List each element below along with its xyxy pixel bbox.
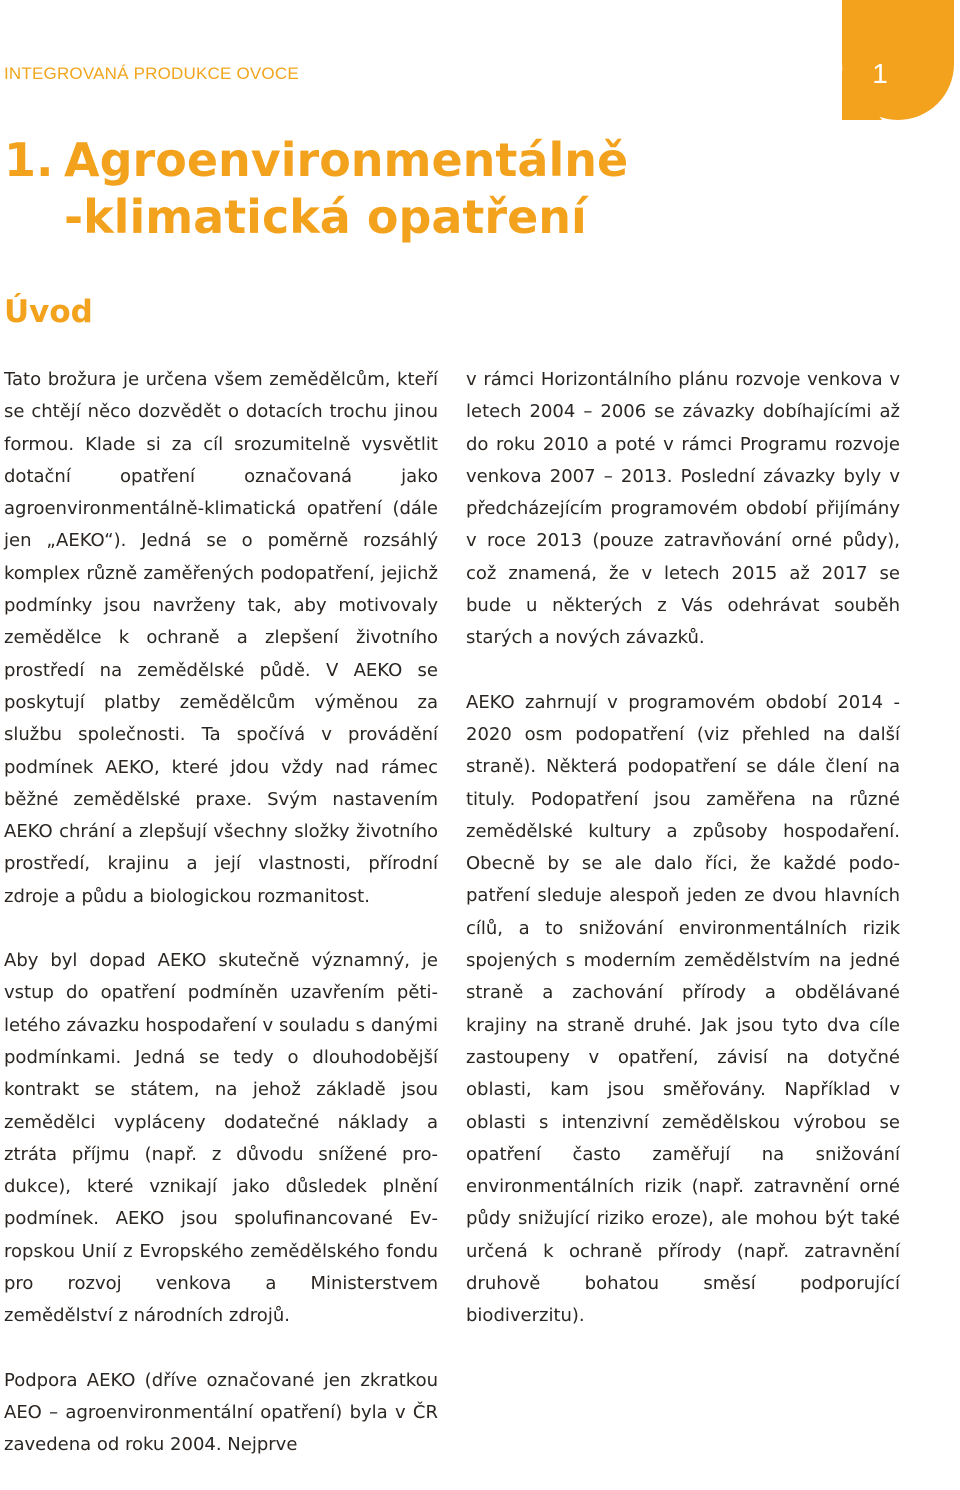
paragraph: Aby byl dopad AEKO skutečně významný, je vstup do opatření podmíněn uzavřením pětiletého závazku hospodaření v souladu s danými podmínkami. Jedná se tedy o dlouhodobější kontrakt se státem, na jehož základě jsou zemědělci vypláceny dodatečné náklady a ztráta příjmu (např. z důvodu snížené produkce), které vznikají jako důsledek plnění podmínek. AEKO jsou spolufinancované Evropskou Unií z Evropského zemědělského fondu pro rozvoj venkova a Ministerstvem zemědělství z národních zdrojů. — [4, 950, 438, 1327]
paragraph: v rámci Horizontálního plánu rozvoje venkova v letech 2004 – 2006 se závazky dobíhajícími až do roku 2010 a poté v rámci Programu rozvoje venkova 2007 – 2013. Poslední závazky byly v předcházejícím programovém období přijímány v roce 2013 (pouze zatravňování orné půdy), což znamená, že v letech 2015 až 2017 se bude u některých z Vás odehrávat souběh starých a nových závazků. — [466, 369, 900, 649]
chapter-title — [4, 132, 824, 246]
paragraph: Podpora AEKO (dříve označované jen zkratkou AEO – agroenvironmentální opatření) byla v ČR zavedena od roku 2004. Nejprve — [4, 1369, 438, 1456]
chapter-title-line2: -klimatická opatření — [64, 190, 587, 244]
chapter-tab-number: 1 — [872, 58, 888, 89]
right-column — [466, 364, 900, 1333]
chapter-number: 1. — [4, 133, 54, 187]
running-header: INTEGROVANÁ PRODUKCE OVOCE — [4, 64, 299, 83]
left-column — [4, 364, 438, 1462]
paragraph: AEKO zahrnují v programovém období 2014 - 2020 osm podopatření (viz přehled na další straně). Některá podopatření se dále člení na tituly. Podopatření jsou zaměřena na různé zemědělské kultury a způsoby hospodaření. Obecně by se ale dalo říci, že každé podopatření sleduje alespoň jeden ze dvou hlavních cílů, a to snižování environmentálních rizik spojených s moderním zemědělstvím na jedné straně a zachování přírody a obdělávané krajiny na straně druhé. Jak jsou tyto dva cíle zastoupeny v opatření, závisí na dotyčné oblasti, kam jsou směřovány. Například v oblasti s intenzivní zemědělskou výrobou se opatření často zaměřují na snižování environmentálních rizik (např. zatravnění orné půdy snižující riziko eroze), ale mohou být také určená k ochraně přírody (např. zatravnění druhově bohatou směsí podporující biodiverzitu). — [466, 691, 900, 1327]
chapter-title-line1: Agroenvironmentálně — [64, 133, 629, 187]
section-heading: Úvod — [4, 294, 93, 330]
paragraph: Tato brožura je určena všem zemědělcům, kteří se chtějí něco dozvědět o dotacích trochu jinou formou. Klade si za cíl srozumitelně vysvětlit dotační opatření označovaná jako agroenvironmentálně-klimatická opatření (dále jen „AEKO“). Jedná se o poměrně rozsáhlý komplex různě zaměřených podopatření, jejichž podmínky jsou navrženy tak, aby motivovaly zemědělce k ochraně a zlepšení životního prostředí na zemědělské půdě. V AEKO se poskytují platby zemědělcům výměnou za službu společnosti. Ta spočívá v provádění podmínek AEKO, které jdou vždy nad rámec běžné zemědělské praxe. Svým nastavením AEKO chrání a zlepšují všechny složky životního prostředí, krajinu a její vlastnosti, přírodní zdroje a půdu a biologickou rozmanitost. — [4, 369, 438, 907]
